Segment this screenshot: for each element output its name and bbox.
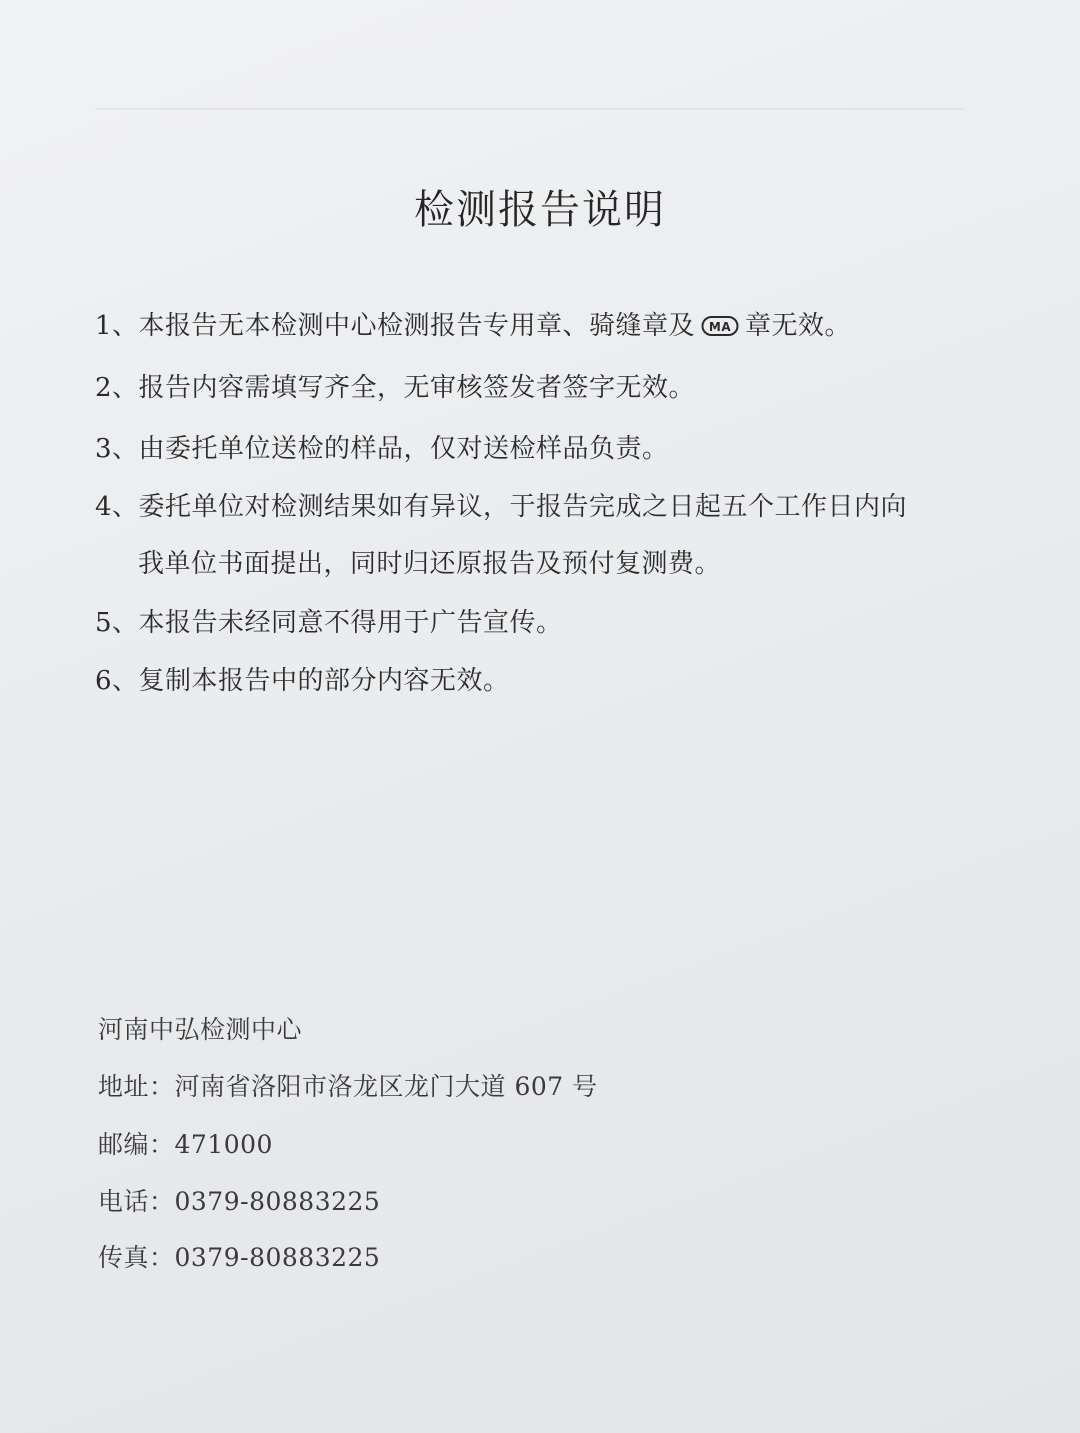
- bleed-through-rule: [95, 108, 965, 110]
- notice-item-4: 4、委托单位对检测结果如有异议，于报告完成之日起五个工作日内向: [95, 492, 908, 522]
- org-address: 地址：河南省洛阳市洛龙区龙门大道 607 号: [98, 1072, 598, 1101]
- notice-item-6: 6、复制本报告中的部分内容无效。: [95, 666, 510, 696]
- notice-item-1-suffix: 章无效。: [745, 311, 852, 341]
- notice-item-3: 3、由委托单位送检的样品，仅对送检样品负责。: [95, 434, 669, 464]
- cma-mark-label: MA: [708, 320, 732, 334]
- org-fax: 传真：0379-80883225: [98, 1243, 381, 1272]
- org-postcode: 邮编：471000: [98, 1130, 273, 1159]
- org-phone: 电话：0379-80883225: [98, 1187, 381, 1216]
- notice-item-1: [95, 305, 851, 342]
- notice-item-5: 5、本报告未经同意不得用于广告宣传。: [95, 608, 563, 638]
- notice-item-1-text: 1、本报告无本检测中心检测报告专用章、骑缝章及: [95, 311, 696, 341]
- notice-item-2: 2、报告内容需填写齐全，无审核签发者签字无效。: [95, 373, 696, 403]
- notice-item-4-continuation: 我单位书面提出，同时归还原报告及预付复测费。: [138, 549, 722, 579]
- cma-mark-icon: [701, 315, 739, 337]
- org-name: 河南中弘检测中心: [98, 1015, 303, 1044]
- page-title: 检测报告说明: [414, 187, 666, 233]
